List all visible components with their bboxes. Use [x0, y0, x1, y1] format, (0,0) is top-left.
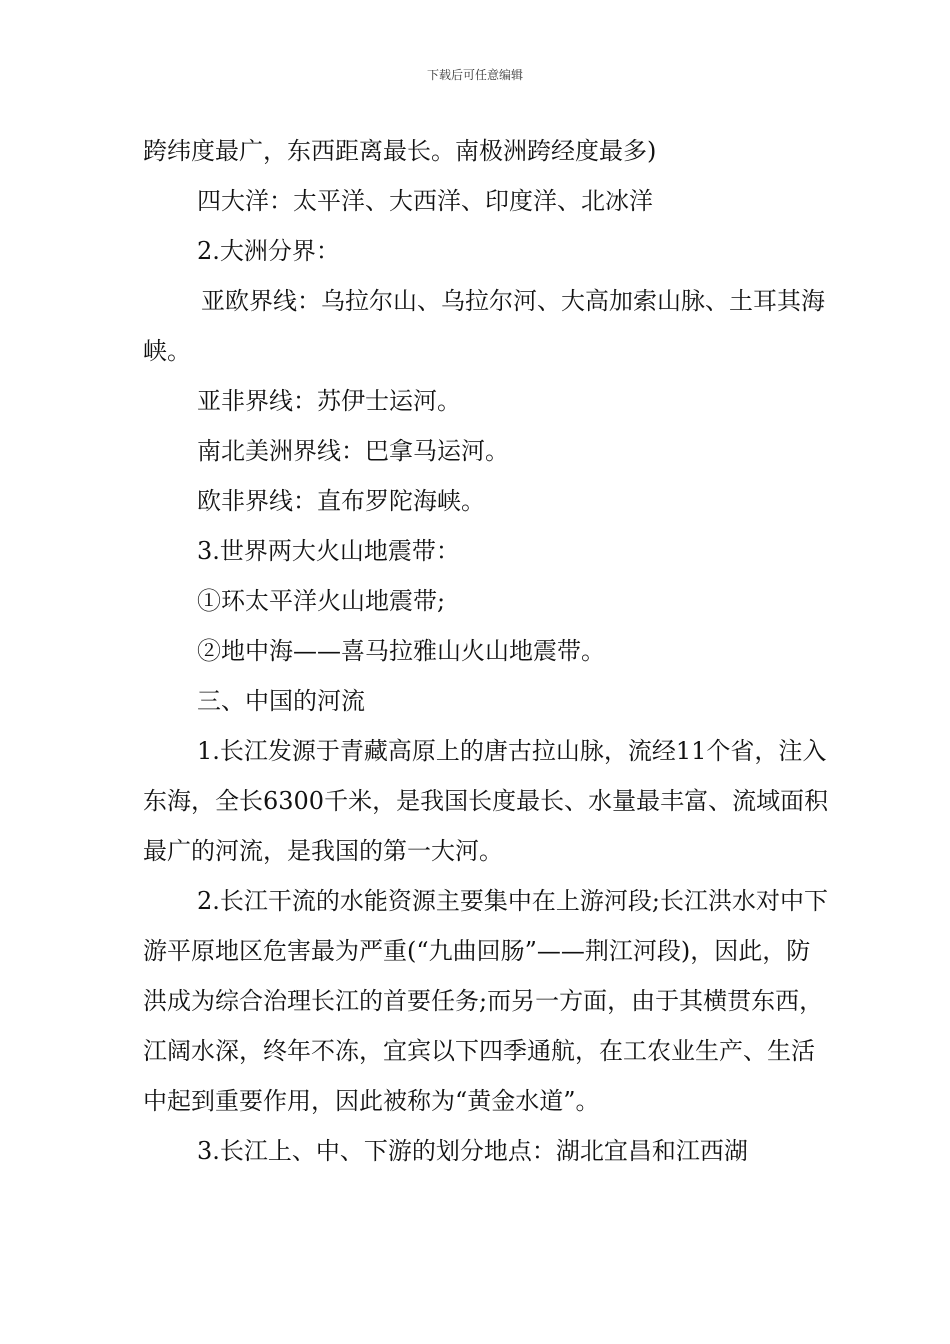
paragraph-four-oceans: 四大洋：太平洋、大西洋、印度洋、北冰洋 — [197, 187, 653, 215]
paragraph-yangtze-source: 1.长江发源于青藏高原上的唐古拉山脉，流经11个省，注入东海，全长6300千米，是我国长度最长、水量最丰富、流域面积最广的河流，是我国的第一大河。 — [143, 737, 829, 865]
paragraph-asia-africa-boundary: 亚非界线：苏伊士运河。 — [197, 387, 461, 415]
list-item-pacific-belt: ①环太平洋火山地震带; — [197, 587, 446, 615]
paragraph-yangtze-sections: 3.长江上、中、下游的划分地点：湖北宜昌和江西湖 — [197, 1137, 748, 1165]
paragraph-asia-europe-boundary: 亚欧界线：乌拉尔山、乌拉尔河、大高加索山脉、土耳其海峡。 — [143, 287, 825, 365]
paragraph-europe-africa-boundary: 欧非界线：直布罗陀海峡。 — [197, 487, 485, 515]
list-item-mediterranean-belt: ②地中海——喜马拉雅山火山地震带。 — [197, 637, 605, 665]
paragraph-continent-extent: 跨纬度最广，东西距离最长。南极洲跨经度最多) — [143, 137, 657, 165]
paragraph-yangtze-resources: 2.长江干流的水能资源主要集中在上游河段;长江洪水对中下游平原地区危害最为严重(“九曲回肠”——荆江河段)，因此，防洪成为综合治理长江的首要任务;而另一方面，由于其横贯东西，江阔水深，终年不冻，宜宾以下四季通航，在工农业生产、生活中起到重要作用，因此被称为“黄金水道”。 — [143, 887, 828, 1115]
section-heading-china-rivers: 三、中国的河流 — [197, 687, 365, 715]
page-header: 下载后可任意编辑 — [426, 68, 523, 82]
heading-volcanic-belts: 3.世界两大火山地震带： — [197, 537, 460, 565]
paragraph-americas-boundary: 南北美洲界线：巴拿马运河。 — [197, 437, 509, 465]
heading-continent-boundaries: 2.大洲分界： — [197, 237, 340, 265]
document-body — [143, 126, 833, 1176]
